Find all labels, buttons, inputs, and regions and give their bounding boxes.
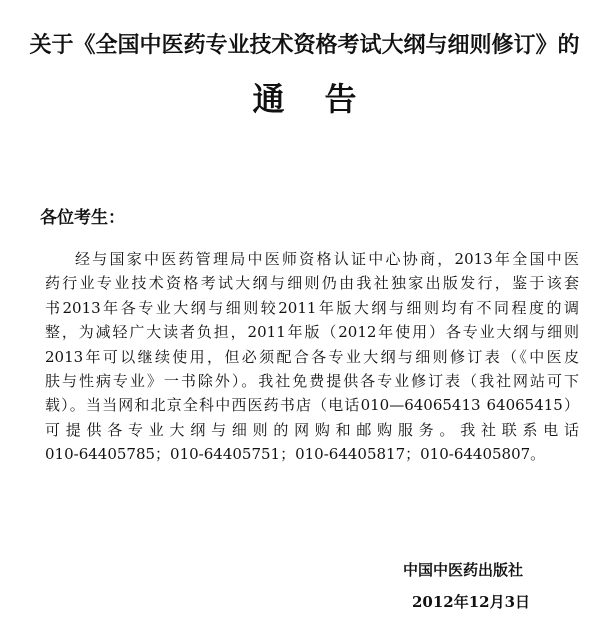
publisher-signature: 中国中医药出版社: [403, 561, 524, 579]
body-line: 整，为减轻广大读者负担，2011年版（2012年使用）各专业大纲与细则: [45, 323, 579, 342]
body-line: 2013年可以继续使用，但必须配合各专业大纲与细则修订表（《中医皮: [45, 347, 579, 366]
body-line: 010-64405785；010-64405751；010-64405817；010-64405807。: [45, 445, 546, 464]
notice-title-line2: 通告: [252, 80, 397, 118]
body-line: 药行业专业技术资格考试大纲与细则仍由我社独家出版发行，鉴于该套: [45, 274, 579, 293]
body-line: 书2013年各专业大纲与细则较2011年版大纲与细则均有不同程度的调: [45, 298, 579, 317]
notice-title-line1: 关于《全国中医药专业技术资格考试大纲与细则修订》的: [29, 33, 580, 58]
body-line: 载）。当当网和北京全科中西医药书店（电话010—64065413 64065415）: [45, 396, 579, 415]
body-line: 可提供各专业大纲与细则的网购和邮购服务。我社联系电话: [45, 420, 579, 439]
body-line: 经与国家中医药管理局中医师资格认证中心协商，2013年全国中医: [75, 250, 579, 268]
salutation: 各位考生：: [40, 208, 125, 228]
notice-body: [45, 247, 579, 467]
notice-date: 2012年12月3日: [412, 593, 531, 611]
body-line: 肤与性病专业》一书除外）。我社免费提供各专业修订表（我社网站可下: [45, 372, 579, 391]
